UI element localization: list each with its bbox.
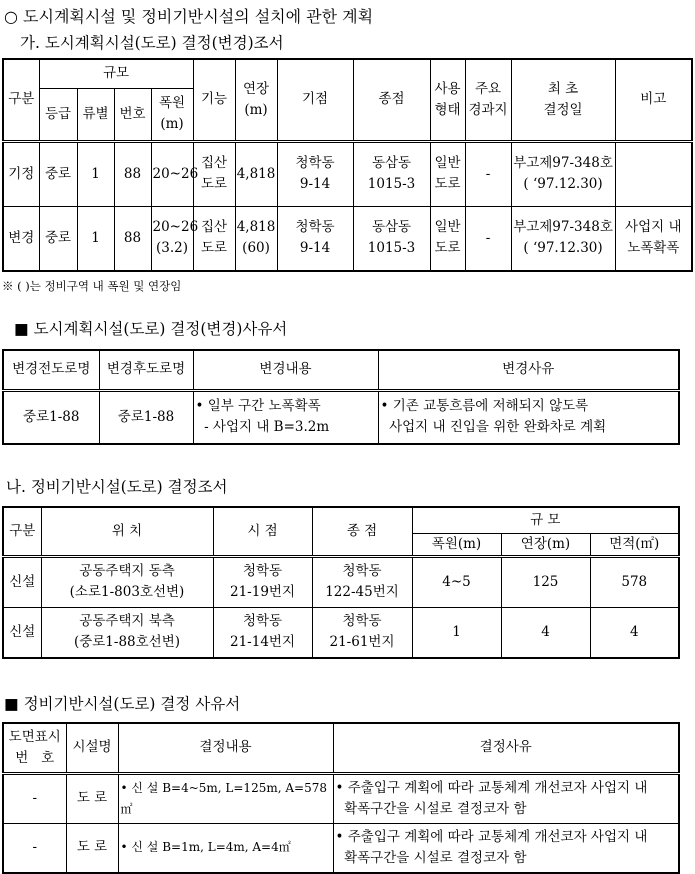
header-after-road: 변경후도로명 [99, 350, 193, 390]
header-start: 기점 [277, 59, 353, 141]
header-end: 종점 [353, 59, 430, 141]
header-width: 폭원 (m) [151, 88, 193, 141]
header-end: 종 점 [312, 507, 412, 556]
header-location: 위 치 [41, 507, 213, 556]
header-facility: 시설명 [66, 723, 118, 773]
header-number: 번호 [114, 88, 151, 141]
table-row: - 도 로 • 신 설 B=4~5m, L=125m, A=578㎡ • 주출입구 계획에 따라 교통체계 개선코자 사업지 내 확폭구간을 시설로 결정코자 함 [3, 773, 679, 823]
header-decision-content: 결정내용 [118, 723, 333, 773]
header-gubun: 구분 [3, 507, 41, 556]
table-row: - 도 로 • 신 설 B=1m, L=4m, A=4㎡ • 주출입구 계획에 따라 교통체계 개선코자 사업지 내 확폭구간을 시설로 결정코자 함 [3, 823, 679, 873]
table-row: 신설 공동주택지 동측 (소로1-803호선변) 청학동 21-19번지 청학동 122-45번지 4~5 125 578 [3, 556, 679, 607]
header-decision-reason: 결정사유 [333, 723, 679, 773]
section-b-heading: 나. 정비기반시설(도로) 결정조서 [6, 478, 228, 496]
header-area: 면적(㎡) [590, 533, 679, 556]
header-length: 연장(m) [501, 533, 590, 556]
header-usage: 사용 형태 [430, 59, 465, 141]
table-row: 변경 중로 1 88 20~26 (3.2) 집산 도로 4,818 (60) 청학동 9-14 동삼동 1015-3 일반 도로 - 부고제97-348호 ( ‘97.12.30) 사업지 내 노폭확폭 [3, 206, 692, 271]
section-b-reason-table [2, 722, 680, 874]
header-function: 기능 [193, 59, 235, 141]
header-type: 류별 [77, 88, 114, 141]
section-a-table [2, 58, 693, 272]
header-scale: 규 모 [412, 507, 679, 533]
header-before-road: 변경전도로명 [3, 350, 99, 390]
header-change-content: 변경내용 [193, 350, 378, 390]
header-remark: 비고 [615, 59, 692, 141]
table-row: 중로1-88 중로1-88 • 일부 구간 노폭확폭 - 사업지 내 B=3.2m • 기존 교통흐름에 저해되지 않도록 사업지 내 진입을 위한 완화차로 계획 [3, 390, 679, 444]
table-row: 기정 중로 1 88 20~26 집산 도로 4,818 청학동 9-14 동삼동 1015-3 일반 도로 - 부고제97-348호 ( ‘97.12.30) [3, 141, 692, 206]
footnote: ※ ( )는 정비구역 내 폭원 및 연장임 [2, 279, 182, 293]
header-gubun: 구분 [3, 59, 39, 141]
header-width: 폭원(m) [412, 533, 501, 556]
section-a-heading: 가. 도시계획시설(도로) 결정(변경)조서 [20, 34, 284, 52]
header-grade: 등급 [39, 88, 77, 141]
header-first-decision: 최 초 결정일 [511, 59, 615, 141]
header-start: 시 점 [213, 507, 312, 556]
section-a-reason-heading: ■ 도시계획시설(도로) 결정(변경)사유서 [14, 320, 288, 338]
section-b-reason-heading: ■ 정비기반시설(도로) 결정 사유서 [4, 695, 241, 713]
header-change-reason: 변경사유 [378, 350, 679, 390]
section-a-reason-table [2, 349, 680, 445]
section-b-table [2, 506, 680, 659]
table-row: 신설 공동주택지 북측 (중로1-88호선변) 청학동 21-14번지 청학동 21-61번지 1 4 4 [3, 607, 679, 658]
header-scale: 규모 [39, 59, 193, 88]
header-length: 연장 (m) [235, 59, 277, 141]
page-title: ○ 도시계획시설 및 정비기반시설의 설치에 관한 계획 [4, 7, 374, 26]
header-map-number: 도면표시 번 호 [3, 723, 66, 773]
header-route: 주요 경과지 [465, 59, 511, 141]
